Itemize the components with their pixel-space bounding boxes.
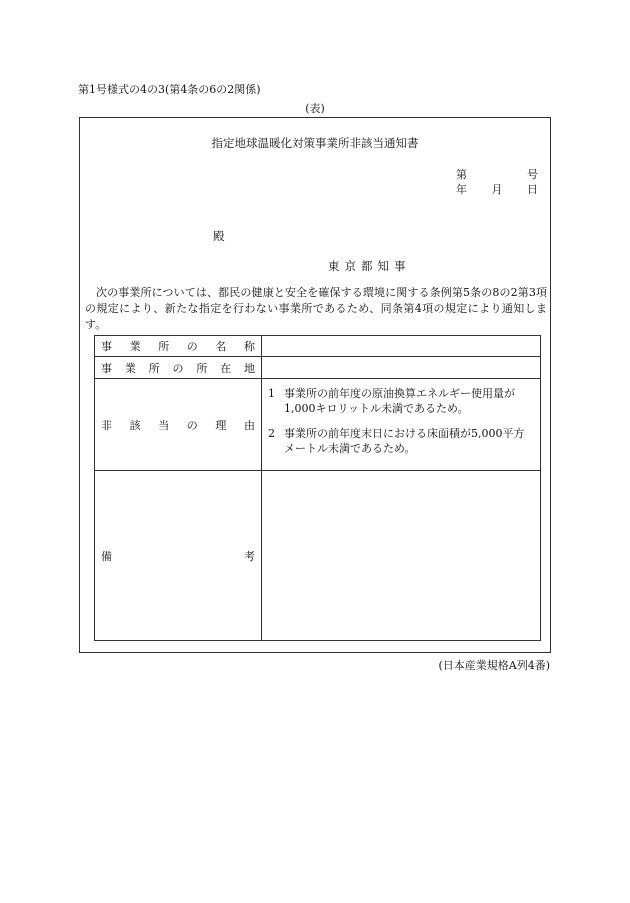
label-char: 称 [243,340,255,353]
body-paragraph: 次の事業所については、都民の健康と安全を確保する環境に関する条例第5条の8の2第3項の規定により、新たな指定を行わない事業所であるため、同条第4項の規定により通知します。 [85,286,547,331]
table-row [95,336,541,357]
date-year: 年 [456,183,467,196]
info-table [94,335,541,641]
footer-paper-size-note: (日本産業規格A列4番) [438,659,550,672]
label-char: 理 [215,418,227,432]
label-char: 由 [243,418,255,432]
form-number: 第1号様式の4の3(第4条の6の2関係) [78,83,261,96]
date-line [456,181,538,197]
table-row [95,471,541,641]
number-suffix: 号 [527,168,538,181]
table-row [95,379,541,471]
label-char: 該 [129,418,141,432]
label-char: 所 [196,361,208,375]
label-remarks [95,471,262,641]
document-title: 指定地球温暖化対策事業所非該当通知書 [211,136,419,150]
reason-number: 2 [268,427,275,440]
label-text [101,360,255,376]
addressee-honorific: 殿 [213,229,225,243]
value-facility-address [262,357,541,379]
label-char: の [172,361,184,375]
label-text [101,417,255,433]
reason-number: 1 [268,387,275,400]
value-facility-name [262,336,541,357]
side-label: (表) [305,102,325,115]
document-number-line [456,166,538,182]
date-month: 月 [491,183,503,196]
label-char: 在 [220,361,232,375]
table-row [95,357,541,379]
value-non-applicable-reason [262,379,541,471]
label-char: 地 [243,361,255,375]
sender-name: 東京都知事 [328,259,411,273]
reason-text: 事業所の前年度の原油換算エネルギー使用量が1,000キロリットル未満であるため。 [284,387,515,415]
remarks-label-right: 考 [244,549,255,563]
label-facility-name [95,336,262,357]
label-char: 名 [215,340,227,353]
reason-text: 事業所の前年度末日における床面積が5,000平方メートル未満であるため。 [284,427,525,455]
label-char: の [186,340,198,353]
label-char: の [186,418,198,432]
label-char: 所 [148,361,160,375]
label-char: 当 [158,418,170,432]
reason-list [262,379,540,470]
label-text [101,338,255,354]
label-char: 事 [101,361,112,375]
date-day: 日 [527,183,538,196]
remarks-label-left: 備 [101,549,112,563]
label-char: 業 [124,361,136,375]
label-char: 非 [101,418,112,432]
label-non-applicable-reason [95,379,262,471]
number-prefix: 第 [456,168,467,181]
label-char: 業 [129,340,141,353]
label-char: 事 [101,340,112,353]
reason-item [268,386,534,416]
label-char: 所 [158,340,170,353]
reason-item [268,426,534,456]
label-facility-address [95,357,262,379]
value-remarks [262,471,541,641]
